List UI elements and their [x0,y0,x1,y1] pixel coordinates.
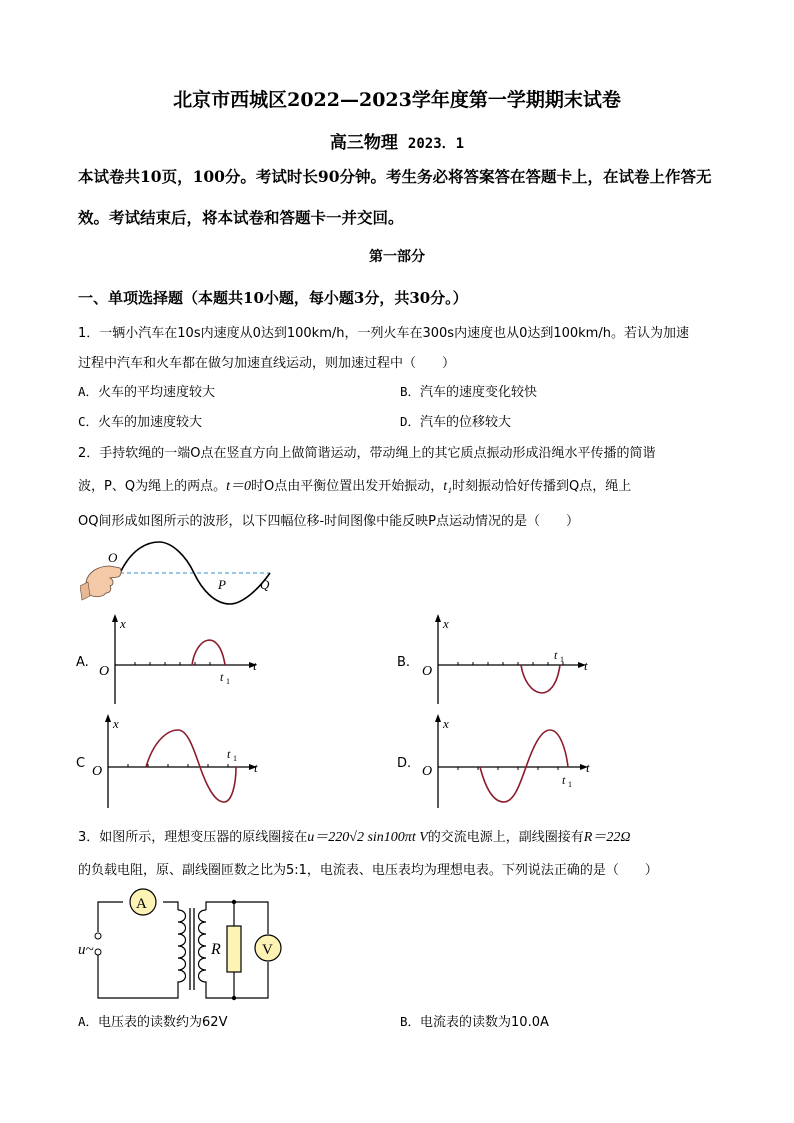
origin-label: O [92,764,103,779]
voltmeter-label: V [262,942,273,958]
q3-text-part: 的交流电源上，副线圈接有 [427,830,584,845]
axis-t-label: t [584,658,588,673]
t1-label: t [554,648,558,662]
source-label: u~ [78,942,94,958]
graph-a [95,612,275,712]
option-text: 火车的平均速度较大 [98,385,216,400]
axis-x-label: x [443,616,449,631]
exam-title: 北京市西城区2022—2023学年度第一学期期末试卷 [173,89,621,111]
curve-c [146,730,236,802]
q2-math-t0: t＝0 [226,479,251,494]
option-text: 汽车的位移较大 [420,415,512,430]
q1-line-2: 过程中汽车和火车都在做匀加速直线运动，则加速过程中（ ） [78,356,456,371]
exam-subtitle [0,128,794,153]
q2-line-2 [78,475,631,495]
t1-label: t [227,747,231,761]
voltmeter [255,935,281,961]
intro-line-2: 效。考试结束后，将本试卷和答题卡一并交回。 [78,208,404,227]
q3-text-part: 3．如图所示，理想变压器的原线圈接在 [78,830,308,845]
option-label: C． [78,414,99,429]
rope-wave-figure [80,538,280,608]
axis-t-label: t [586,760,590,775]
label-q: Q [260,577,270,592]
q1-option-c [78,411,202,430]
hand-icon [80,566,121,600]
t1-sub: 1 [568,780,572,789]
q2-line-1: 2．手持软绳的一端O点在竖直方向上做简谐运动，带动绳上的其它质点振动形成沿绳水平传播的简谐 [78,446,656,461]
section-heading: 一、单项选择题（本题共10小题，每小题3分，共30分。） [78,289,468,307]
t1-sub: 1 [233,754,237,763]
q1-line-1: 1．一辆小汽车在10s内速度从0达到100km/h，一列火车在300s内速度也从0达到100km/h。若认为加速 [78,326,689,341]
q2-line-3: OQ间形成如图所示的波形，以下四幅位移-时间图像中能反映P点运动情况的是（ ） [78,514,579,529]
axis-arrow [105,714,111,722]
ammeter [130,889,156,915]
subject-label: 高三物理 [329,133,398,153]
graph-b [418,612,603,712]
q3-option-a [78,1011,227,1030]
axis-x-label: x [120,616,126,631]
graph-c [88,712,273,812]
label-o: O [108,550,118,565]
primary-circuit [98,902,178,998]
graph-c-label: C [76,756,86,771]
t1-sub: 1 [560,655,564,664]
option-label: A． [78,1014,99,1029]
terminal [95,933,101,939]
graph-b-label: B. [397,655,411,670]
axis-x-label: x [113,716,119,731]
resistor [227,926,241,972]
primary-coil [178,910,186,986]
q2-text-part: 时刻振动恰好传播到Q点，绳上 [451,479,632,494]
axis-x-label: x [443,716,449,731]
junction [232,996,236,1000]
axis-arrow [112,614,118,622]
option-label: D． [400,414,421,429]
q3-math-resistance: R＝22Ω [583,830,631,845]
exam-date: 2023．1 [407,136,465,152]
origin-label: O [422,764,433,779]
q3-line-2: 的负载电阻，原、副线圈匝数之比为5:1，电流表、电压表均为理想电表。下列说法正确的是（ ） [78,863,658,878]
label-p: P [218,577,226,592]
origin-label: O [422,664,433,679]
resistor-label: R [211,941,221,958]
q3-math-voltage: u＝220√2 sin100πt V [307,830,428,845]
option-label: B． [400,384,421,399]
q1-option-d [400,411,511,430]
origin-label: O [99,664,110,679]
t1-label: t [562,773,566,787]
axis-arrow [435,714,441,722]
t1-sub: 1 [226,677,230,686]
curve-a [192,640,225,665]
option-text: 火车的加速度较大 [98,415,203,430]
q1-option-a [78,381,215,400]
option-text: 汽车的速度变化较快 [420,385,538,400]
q2-text-part: 波，P、Q为绳上的两点。 [78,479,227,494]
q2-text-part: 时O点由平衡位置出发开始振动， [250,479,444,494]
intro-line-1: 本试卷共10页，100分。考试时长90分钟。考生务必将答案答在答题卡上，在试卷上作答无 [78,167,712,186]
graph-a-label: A. [76,655,89,670]
t1-label: t [220,670,224,684]
ammeter-label: A [136,896,147,912]
q1-option-b [400,381,537,400]
option-label: A． [78,384,99,399]
transformer-circuit [76,886,306,1006]
option-text: 电压表的读数约为62V [98,1015,228,1030]
secondary-coil [199,910,207,986]
q3-option-b [400,1011,549,1030]
q3-line-1 [78,826,630,846]
curve-b [521,665,560,693]
option-text: 电流表的读数为10.0A [420,1015,549,1030]
axis-t-label: t [253,658,257,673]
terminal [95,949,101,955]
option-label: B． [400,1014,421,1029]
axis-t-label: t [254,760,258,775]
q2-math-t1: t₁ [443,479,452,494]
graph-d [418,712,603,812]
axis-arrow [435,614,441,622]
curve-d [480,730,568,802]
graph-d-label: D. [397,756,412,771]
junction [232,900,236,904]
part-heading: 第一部分 [369,249,425,265]
